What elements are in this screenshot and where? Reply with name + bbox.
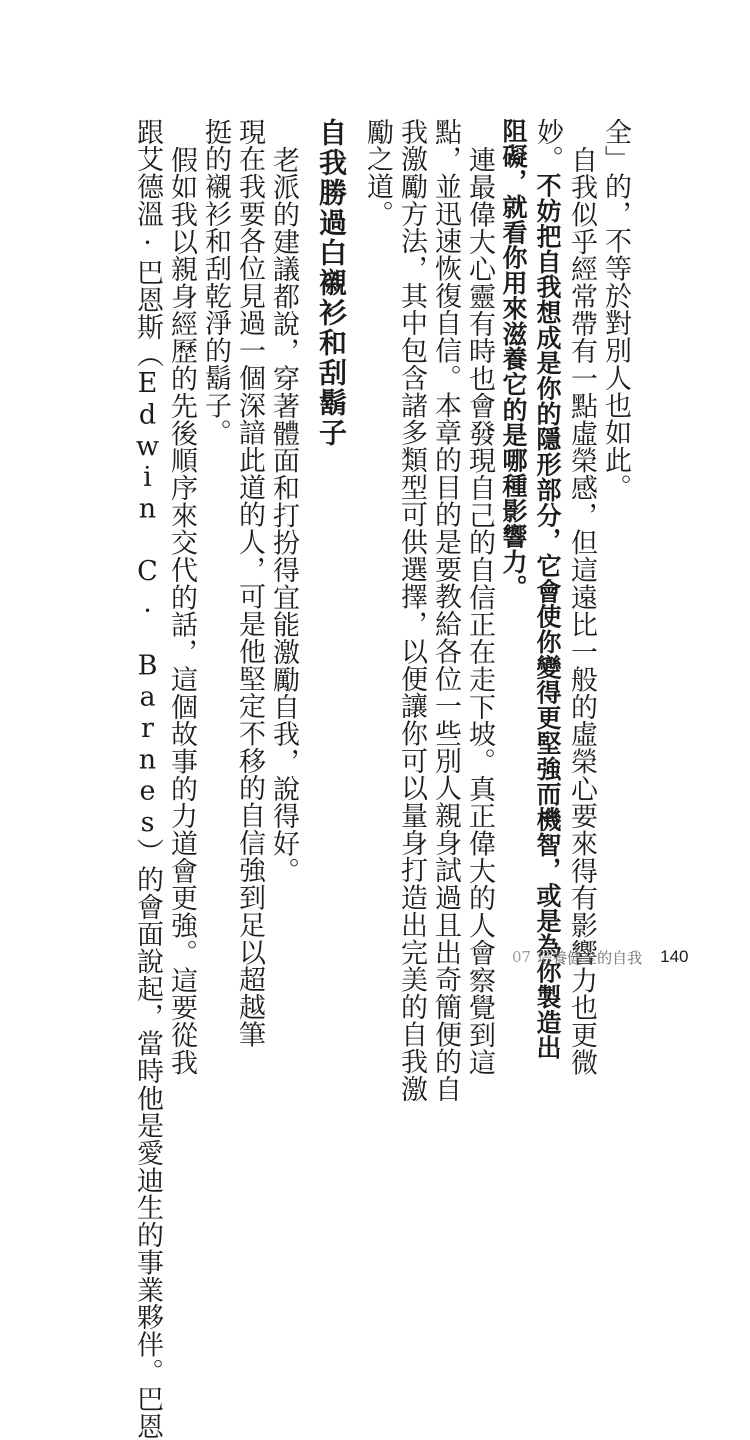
page-footer: [512, 944, 688, 970]
text-column-5: 連最偉大心靈有時也會發現自己的自信正在走下坡。真正偉大的人會察覺到這: [464, 146, 495, 1076]
text-column-3-bold: 不妨把自我想成是你的隱形部分，它會使你變得更堅強而機智，或是為你製造出: [533, 172, 562, 1060]
text-column-1: 全」的，不等於對別人也如此。: [600, 118, 631, 501]
text-column-10: 現在我要各位見過一個深諳此道的人，可是他堅定不移的自信強到足以超越筆: [234, 118, 265, 1048]
section-gap: [300, 118, 306, 888]
text-column-7: 我激勵方法，其中包含諸多類型可供選擇，以便讓你可以量身打造出完美的自我激: [396, 118, 427, 1103]
text-column-2: 自我似乎經常帶有一點虛榮感，但這遠比一般的虛榮心要來得有影響力也更微: [566, 146, 597, 1076]
page-number: 140: [660, 947, 689, 966]
text-column-4: 阻礙，就看你用來滋養它的是哪種影響力。: [499, 118, 528, 600]
chapter-title: 培養健全的自我: [537, 948, 643, 967]
text-column-12: 假如我以親身經歷的先後順序來交代的話，這個故事的力道會更強。這要從我: [166, 146, 197, 1076]
chapter-number: 07: [512, 948, 532, 966]
text-column-8: 勵之道。: [362, 118, 393, 228]
text-column-3-regular: 妙。: [532, 118, 563, 173]
text-column-3: [530, 118, 564, 1060]
text-column-11: 挺的襯衫和刮乾淨的鬍子。: [200, 118, 231, 447]
text-column-9: 老派的建議都說，穿著體面和打扮得宜能激勵自我，說得好。: [268, 146, 299, 885]
text-column-6: 點，並迅速恢復自信。本章的目的是要教給各位一些別人親身試過且出奇簡便的自: [430, 118, 461, 1103]
text-column-13: 跟艾德溫·巴恩斯（Edwin C. Barnes）的會面說起，當時他是愛迪生的事業夥伴。巴恩: [132, 118, 163, 1440]
section-heading: 自我勝過白襯衫和刮鬍子: [315, 118, 348, 448]
